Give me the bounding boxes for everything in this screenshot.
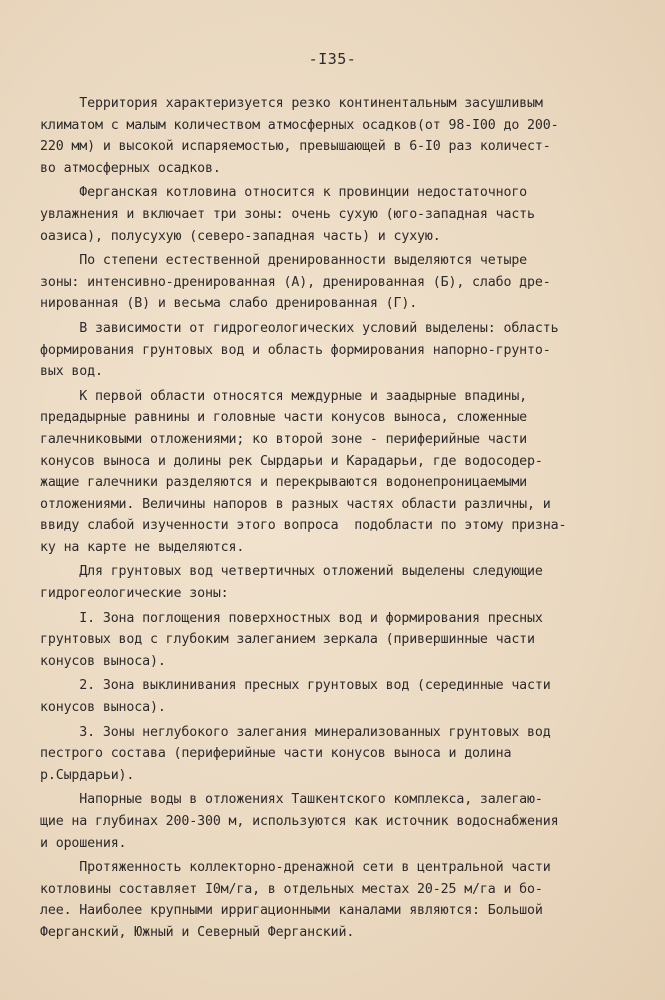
text-line: вых вод. — [40, 364, 103, 380]
text-line: котловины составляет I0м/га, в отдельных местах 20-25 м/га и бо- — [40, 881, 543, 897]
paragraph — [40, 675, 640, 718]
paragraph — [40, 318, 640, 383]
text-line: оазиса), полусухую (северо-западная часть) и сухую. — [40, 228, 441, 244]
text-line: Ферганская котловина относится к провинции недостаточного — [40, 185, 528, 201]
paragraph — [40, 386, 640, 559]
text-line: ку на карте не выделяются. — [40, 539, 245, 555]
text-line: грунтовых вод с глубоким залеганием зеркала (привершинные части — [40, 632, 535, 648]
text-line: Территория характеризуется резко континентальным засушливым — [40, 96, 543, 111]
text-line: лее. Наиболее крупными ирригационными каналами являются: Большой — [40, 903, 543, 919]
paragraph — [40, 561, 640, 604]
text-line: и орошения. — [40, 835, 127, 851]
text-line: конусов выноса). — [40, 653, 166, 669]
text-line: щие на глубинах 200-300 м, используются как источник водоснабжения — [40, 814, 559, 829]
text-line: 2. Зона выклинивания пресных грунтовых вод (серединные части — [40, 678, 551, 694]
text-line: конусов выноса и долины рек Сырдарьи и Карадарьи, где водосодер- — [40, 453, 543, 469]
paragraph — [40, 722, 640, 787]
text-line: отложениями. Величины напоров в разных частях области различны, и — [40, 496, 551, 512]
paragraph — [40, 93, 640, 179]
paragraph — [40, 789, 640, 854]
text-line: пестрого состава (периферийные части конусов выноса и долина — [40, 746, 512, 762]
body-text — [40, 93, 640, 947]
text-line: климатом с малым количеством атмосферных осадков(от 98-I00 до 200- — [40, 117, 559, 133]
text-line: увлажнения и включает три зоны: очень сухую (юго-западная часть — [40, 206, 535, 222]
text-line: I. Зона поглощения поверхностных вод и формирования пресных — [40, 610, 543, 626]
text-line: зоны: интенсивно-дренированная (А), дренированная (Б), слабо дре- — [40, 274, 551, 290]
text-line: предадырные равнины и головные части конусов выноса, сложенные — [40, 410, 528, 426]
text-line: 220 мм) и высокой испаряемостью, превышающей в 6-I0 раз количест- — [40, 139, 551, 155]
paragraph — [40, 250, 640, 315]
page-number: -I35- — [308, 50, 357, 68]
text-line: ввиду слабой изученности этого вопроса подобласти по этому призна- — [40, 518, 567, 534]
text-line: В зависимости от гидрогеологических условий выделены: область — [40, 320, 559, 336]
text-line: конусов выноса). — [40, 700, 166, 716]
text-line: галечниковыми отложениями; ко второй зоне - периферийные части — [40, 431, 528, 447]
text-line: формирования грунтовых вод и область формирования напорно-грунто- — [40, 342, 551, 358]
text-line: жащие галечники разделяются и перекрываются водонепроницаемыми — [40, 475, 528, 491]
paragraph — [40, 857, 640, 943]
text-line: К первой области относятся междурные и заадырные впадины, — [40, 388, 528, 404]
text-line: По степени естественной дренированности выделяются четыре — [40, 253, 528, 269]
text-line: 3. Зоны неглубокого залегания минерализованных грунтовых вод — [40, 724, 551, 740]
text-line: во атмосферных осадков. — [40, 160, 221, 176]
text-line: Для грунтовых вод четвертичных отложений выделены следующие — [40, 564, 543, 580]
text-line: Протяженность коллекторно-дренажной сети в центральной части — [40, 860, 551, 876]
text-line: нированная (В) и весьма слабо дренированная (Г). — [40, 296, 418, 312]
paragraph — [40, 608, 640, 673]
text-line: Ферганский, Южный и Северный Ферганский. — [40, 924, 355, 940]
paragraph — [40, 182, 640, 247]
text-line: Напорные воды в отложениях Ташкентского комплекса, залегаю- — [40, 792, 543, 808]
text-line: гидрогеологические зоны: — [40, 586, 229, 602]
text-line: р.Сырдарьи). — [40, 767, 135, 783]
